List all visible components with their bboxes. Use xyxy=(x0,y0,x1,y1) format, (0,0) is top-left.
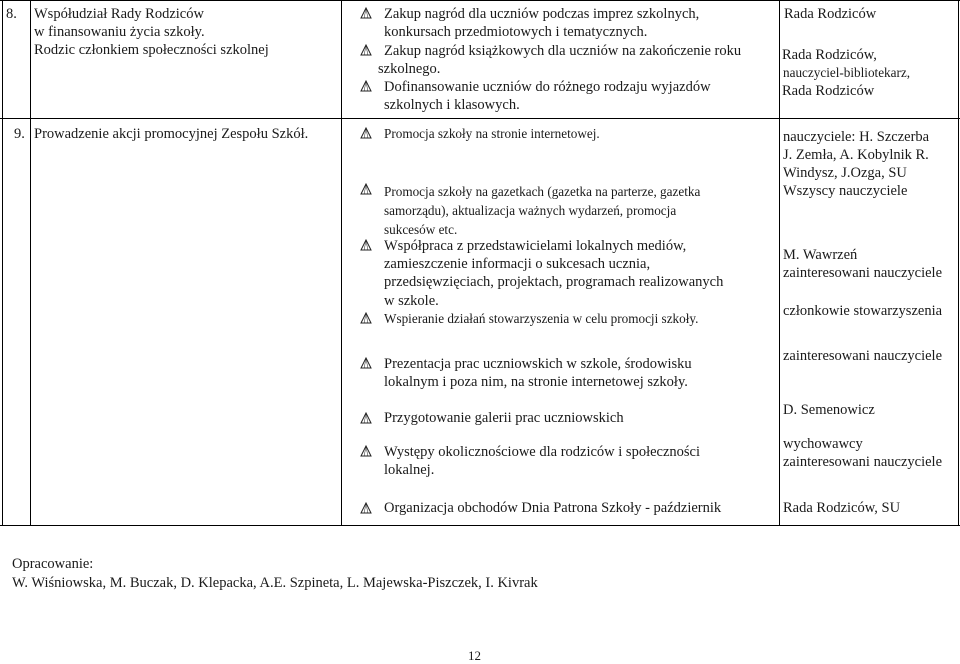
task-item: Prezentacja prac uczniowskich w szkole, środowisku lokalnym i poza nim, na stronie internetowej szkoły. xyxy=(384,356,692,391)
responsible: J. Zemła, A. Kobylnik R. xyxy=(783,147,929,163)
responsible: D. Semenowicz xyxy=(783,402,875,418)
table-border-left xyxy=(2,0,3,526)
bullet-icon xyxy=(360,357,372,369)
responsible: Rada Rodziców, SU xyxy=(783,500,901,516)
table-border-bottom xyxy=(0,525,960,526)
row-title: Prowadzenie akcji promocyjnej Zespołu Szkół. xyxy=(34,126,309,142)
bullet-icon xyxy=(360,7,372,19)
responsible: Windysz, J.Ozga, SU xyxy=(783,165,907,181)
bullet-icon xyxy=(360,502,372,514)
responsible: zainteresowani nauczyciele xyxy=(783,348,943,364)
bullet-icon xyxy=(360,80,372,92)
footer-authors: W. Wiśniowska, M. Buczak, D. Klepacka, A.E. Szpineta, L. Majewska-Piszczek, I. Kivrak xyxy=(12,575,538,591)
task-item: Organizacja obchodów Dnia Patrona Szkoły - październik xyxy=(384,500,722,516)
column-divider xyxy=(341,0,342,526)
bullet-icon xyxy=(360,44,372,56)
responsible: Rada Rodziców xyxy=(784,6,877,22)
responsible: Rada Rodziców xyxy=(782,83,875,99)
bullet-icon xyxy=(360,312,372,324)
row-number: 9. xyxy=(14,126,25,142)
row-divider xyxy=(0,118,960,119)
page-number: 12 xyxy=(468,648,481,663)
task-item: Współpraca z przedstawicielami lokalnych mediów, zamieszczenie informacji o sukcesach ucznia, przedsięwzięciach, projektach, programach realizowanych w szkole. xyxy=(384,238,724,309)
bullet-icon xyxy=(360,412,372,424)
bullet-icon xyxy=(360,445,372,457)
row-title: Współudział Rady Rodziców w finansowaniu życia szkoły. Rodzic członkiem społeczności szkolnej xyxy=(34,6,269,59)
column-divider xyxy=(30,0,31,526)
task-item: Wspieranie działań stowarzyszenia w celu promocji szkoły. xyxy=(384,311,699,326)
task-item: Zakup nagród dla uczniów podczas imprez szkolnych, konkursach przedmiotowych i tematycznych. xyxy=(384,6,700,41)
task-item: Przygotowanie galerii prac uczniowskich xyxy=(384,410,624,426)
responsible: M. Wawrzeń xyxy=(783,247,858,263)
task-item: Dofinansowanie uczniów do różnego rodzaju wyjazdów szkolnych i klasowych. xyxy=(384,79,711,114)
task-item: Promocja szkoły na gazetkach (gazetka na parterze, gazetka samorządu), aktualizacja ważnych wydarzeń, promocja sukcesów etc. xyxy=(384,184,701,237)
task-item: Występy okolicznościowe dla rodziców i społeczności lokalnej. xyxy=(384,444,701,479)
bullet-icon xyxy=(360,127,372,139)
responsible: nauczyciele: H. Szczerba xyxy=(783,129,930,145)
responsible: Rada Rodziców, xyxy=(782,47,877,63)
responsible: nauczyciel-bibliotekarz, xyxy=(783,65,911,80)
task-item: Promocja szkoły na stronie internetowej. xyxy=(384,126,600,141)
responsible: Wszyscy nauczyciele xyxy=(783,183,908,199)
row-number: 8. xyxy=(6,6,17,22)
task-item: Zakup nagród książkowych dla uczniów na zakończenie roku szkolnego. xyxy=(378,43,742,78)
footer-label: Opracowanie: xyxy=(12,556,94,572)
responsible: członkowie stowarzyszenia xyxy=(783,303,943,319)
responsible: zainteresowani nauczyciele xyxy=(783,265,943,281)
responsible: zainteresowani nauczyciele xyxy=(783,454,943,470)
bullet-icon xyxy=(360,239,372,251)
responsible: wychowawcy xyxy=(783,436,863,452)
table-border-right xyxy=(958,0,959,526)
bullet-icon xyxy=(360,183,372,195)
table-border-top xyxy=(0,0,960,1)
column-divider xyxy=(779,0,780,526)
